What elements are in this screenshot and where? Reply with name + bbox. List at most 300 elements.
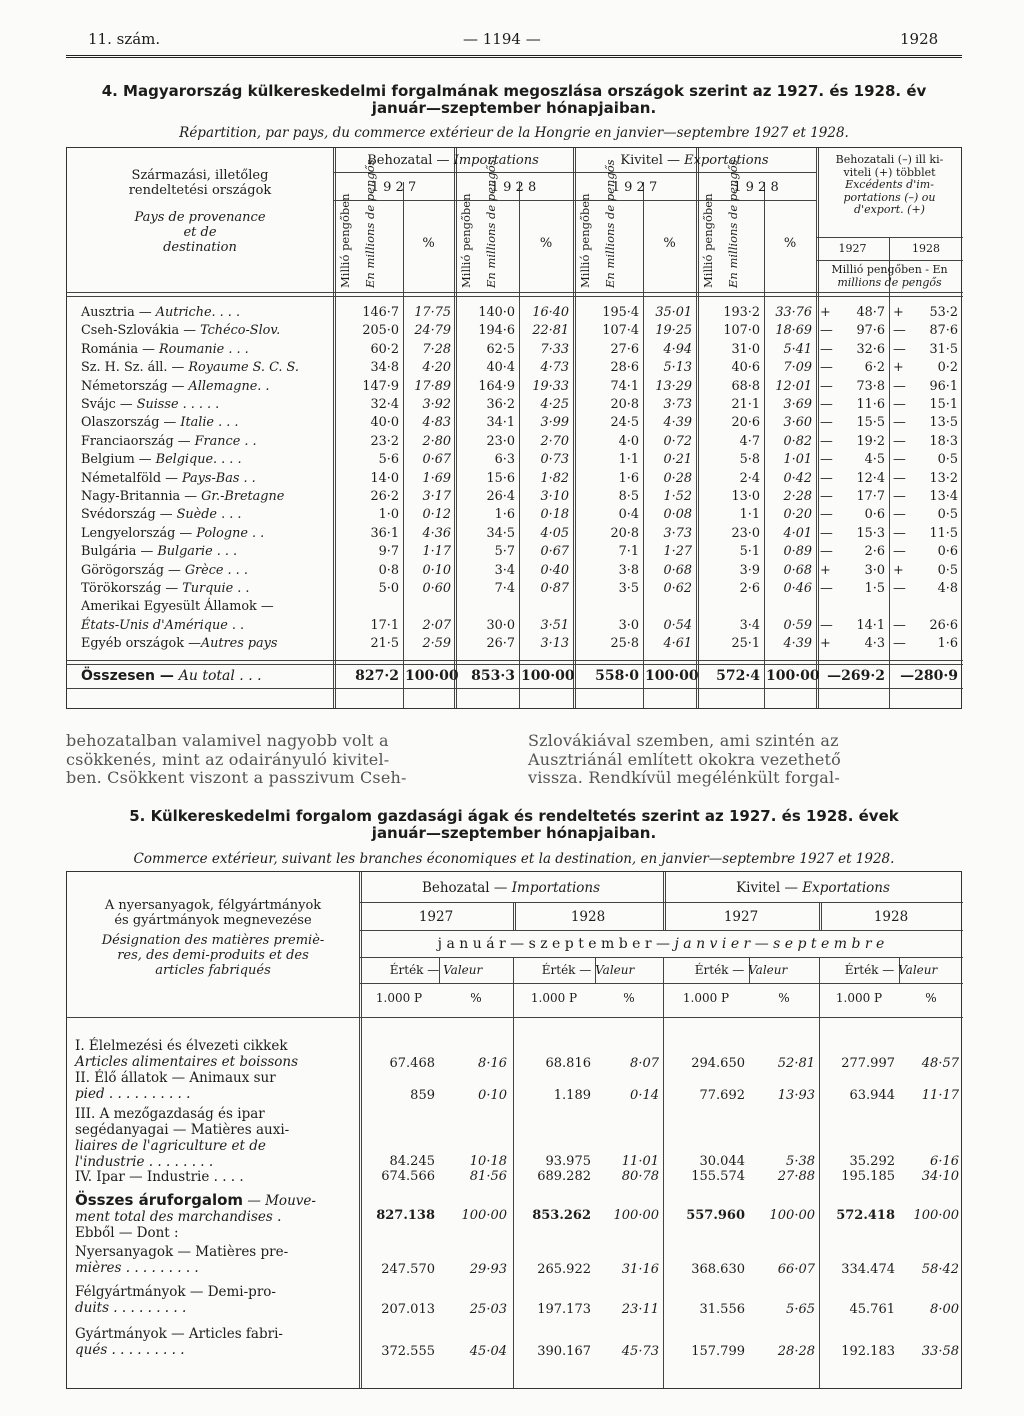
- cell-ip27: 4·20: [422, 360, 451, 376]
- exports-header: Kivitel — Exportations: [620, 153, 769, 168]
- cell-ip28: 1·82: [540, 470, 569, 486]
- cell-e27: 195·4: [602, 305, 639, 320]
- t5-cell-p3: 5·38: [786, 1154, 815, 1169]
- table4-row: [67, 563, 963, 579]
- cell-i28: 26·7: [486, 636, 515, 652]
- country-label: Sz. H. Sz. áll. — Royaume S. C. S.: [81, 360, 299, 376]
- t5-cell-v3: 31.556: [699, 1302, 745, 1317]
- country-label: Bulgária — Bulgarie . . .: [81, 544, 238, 560]
- page-header: [88, 30, 948, 50]
- t5-cell-v1: 372.555: [381, 1344, 435, 1359]
- t5-semi-products-label: Félgyártmányok — Demi-pro- duits . . . . . . . . .: [75, 1284, 276, 1316]
- imports-header: Behozatal — Importations: [367, 153, 539, 168]
- page-number: — 1194 —: [463, 30, 541, 48]
- t5-exp-1927: 1927: [723, 909, 759, 925]
- cell-ep27: 35·01: [655, 305, 692, 320]
- cell-ip27: 4·36: [422, 525, 451, 541]
- cell-ep27: 4·61: [663, 636, 692, 652]
- cell-i27: 40·0: [370, 415, 399, 431]
- million-label-fr: En millions de pengős: [603, 159, 617, 288]
- cell-ip28: 2·70: [540, 433, 569, 449]
- t5-unit: 1.000 P: [530, 991, 578, 1005]
- t5-cell-v1: 674.566: [381, 1169, 435, 1184]
- cell-b28: 0·6: [937, 544, 958, 560]
- cell-b27: 48·7: [856, 305, 885, 320]
- cell-ip27: 2·80: [422, 433, 451, 449]
- balance-sign: —: [820, 470, 833, 486]
- cell-i28: 5·7: [494, 544, 515, 560]
- table5-title: 5. Külkereskedelmi forgalom gazdasági ágak és rendeltetés szerint az 1927. és 1928. évek január—szeptember hónapjaiban.: [129, 807, 899, 842]
- cell-ep27: 4·94: [663, 341, 692, 357]
- cell-ip27: 3·92: [422, 397, 451, 412]
- pct-label: %: [783, 236, 797, 251]
- cell-b27: 12·4: [856, 470, 885, 486]
- table4-row: [67, 618, 963, 634]
- body-text-left: behozatalban valamivel nagyobb volt a csökkenés, mint az odairányuló kivitel- ben. Csökkent viszont a passzivum Cseh-: [66, 731, 407, 787]
- balance-sign: —: [893, 507, 906, 523]
- t5-cell-p3: 27·88: [777, 1169, 815, 1184]
- balance-sign: —: [820, 507, 833, 523]
- table5-subtitle: Commerce extérieur, suivant les branches économiques et la destination, en janvier—septembre 1927 et 1928.: [133, 851, 895, 867]
- table4-row: [67, 581, 963, 597]
- cell-e27: 3·8: [618, 562, 639, 578]
- country-label: Svédország — Suède . . .: [81, 507, 242, 523]
- t5-cell-v3: 30.044: [699, 1154, 745, 1169]
- balance-sign: +: [820, 562, 831, 578]
- country-label: Lengyelország — Pologne . .: [81, 525, 265, 541]
- cell-ip27: 2·59: [422, 636, 451, 652]
- t5-exp-1928: 1928: [873, 909, 909, 925]
- cell-i28: 6·3: [494, 452, 515, 468]
- cell-ep28: 0·20: [783, 507, 812, 523]
- cell-i27: 5·6: [378, 452, 399, 468]
- country-label: Svájc — Suisse . . . . .: [81, 397, 220, 412]
- t5-cell-v2: 1.189: [553, 1088, 591, 1103]
- cell-e27: 1·1: [618, 452, 639, 468]
- t5-unit: 1.000 P: [375, 991, 423, 1005]
- cell-ep27: 1·52: [663, 489, 692, 504]
- table4-row: [67, 379, 963, 395]
- balance-sign: —: [820, 341, 833, 357]
- cell-ip28: 4·05: [540, 525, 569, 541]
- cell-i28: 3·4: [494, 562, 515, 578]
- cell-b27: 11·6: [856, 397, 885, 412]
- page-year: 1928: [900, 30, 939, 48]
- balance-sign: +: [893, 562, 904, 578]
- cell-i28: 7·4: [494, 581, 515, 596]
- t5-cell-p2: 0·14: [630, 1088, 659, 1103]
- t5-value-label: Érték — Valeur: [844, 963, 938, 977]
- cell-b27: 14·1: [856, 617, 885, 633]
- t5-cell-p1: 100·00: [461, 1208, 507, 1223]
- t5-cell-p3: 5·65: [786, 1302, 815, 1317]
- t5-cell-p4: 48·57: [921, 1056, 959, 1071]
- cell-b27: 32·6: [856, 341, 885, 357]
- cell-ep27: 13·29: [655, 378, 692, 394]
- cell-ep27: 4·39: [663, 415, 692, 431]
- country-label: Amerikai Egyesült Államok —: [81, 599, 274, 615]
- cell-ip28: 19·33: [532, 378, 569, 394]
- t5-cell-v2: 197.173: [537, 1302, 591, 1317]
- t5-cell-p3: 100·00: [769, 1208, 815, 1223]
- balance-sign: —: [820, 415, 833, 431]
- cell-b27: 19·2: [856, 433, 885, 449]
- exp-1928-header: 1 9 2 8: [733, 180, 779, 195]
- t5-total-label: Összes áruforgalom — Mouve- ment total des marchandises . Ebből — Dont :: [75, 1191, 316, 1241]
- cell-e27: 20·8: [610, 525, 639, 541]
- cell-ip28: 0·67: [540, 544, 569, 560]
- cell-e28: 25·1: [731, 636, 760, 652]
- balance-sign: —: [893, 341, 906, 357]
- cell-ep27: 0·72: [663, 433, 692, 449]
- table4-row: [67, 471, 963, 487]
- table4-row: [67, 434, 963, 450]
- t5-cell-p4: 34·10: [921, 1169, 959, 1184]
- t5-cell-p3: 28·28: [777, 1344, 815, 1359]
- t5-cell-v1: 67.468: [389, 1056, 435, 1071]
- table4-row: [67, 452, 963, 468]
- bal-1928-header: 1928: [912, 242, 940, 255]
- issue-number: 11. szám.: [88, 30, 161, 48]
- cell-e28: 13·0: [731, 489, 760, 504]
- cell-b27: 2·6: [864, 544, 885, 560]
- cell-ip28: 0·87: [540, 581, 569, 596]
- cell-ep27: 19·25: [655, 323, 692, 339]
- cell-ip27: 1·69: [422, 470, 451, 486]
- t5-unit: 1.000 P: [682, 991, 730, 1005]
- table4-row: [67, 397, 963, 413]
- cell-e27: 107·4: [602, 323, 639, 339]
- cell-e27: 24·5: [610, 415, 639, 431]
- table5: [66, 871, 962, 1389]
- cell-ip28: 0·18: [540, 507, 569, 523]
- cell-e28: 31·0: [731, 341, 760, 357]
- balance-sign: —: [820, 397, 833, 412]
- cell-ep28: 5·41: [783, 341, 812, 357]
- cell-ip27: 0·67: [422, 452, 451, 468]
- imp-1928-header: 1 9 2 8: [490, 180, 537, 195]
- imp-1927-header: 1 9 2 7: [370, 180, 417, 195]
- cell-ip27: 1·17: [422, 544, 451, 560]
- cell-ep28: 0·68: [783, 562, 812, 578]
- cell-b28: 4·8: [937, 581, 958, 596]
- cell-b28: 96·1: [929, 378, 958, 394]
- t5-cell-v3: 557.960: [686, 1208, 745, 1223]
- cell-i28: 30·0: [486, 617, 515, 633]
- balance-sign: —: [820, 360, 833, 376]
- cell-ep28: 0·89: [783, 544, 812, 560]
- cell-i27: 0·8: [378, 562, 399, 578]
- cell-b27: 1·5: [864, 581, 885, 596]
- cell-e27: 74·1: [610, 378, 639, 394]
- balance-sign: —: [820, 617, 833, 633]
- t5-cell-p1: 45·04: [469, 1344, 507, 1359]
- t5-cell-p2: 80·78: [621, 1169, 659, 1184]
- table4-subtitle: Répartition, par pays, du commerce extérieur de la Hongrie en janvier—septembre 1927 et 1928.: [179, 125, 849, 141]
- pct-label: %: [422, 236, 435, 251]
- balance-sign: —: [893, 544, 906, 560]
- table4-row: [67, 360, 963, 376]
- table4-row: [67, 489, 963, 505]
- cell-b28: 0·5: [937, 507, 958, 523]
- pct-label: %: [539, 236, 553, 251]
- cell-ip28: 7·33: [540, 341, 569, 357]
- t5-cell-v3: 77.692: [699, 1088, 745, 1103]
- t5-cell-p1: 10·18: [469, 1154, 507, 1169]
- million-label: Millió pengőben: [459, 193, 473, 288]
- balance-sign: —: [820, 452, 833, 468]
- t5-value-label: Érték — Valeur: [694, 963, 788, 977]
- country-label: Cseh-Szlovákia — Tchéco-Slov.: [81, 323, 281, 339]
- cell-i27: 14·0: [370, 470, 399, 486]
- t5-cell-p3: 13·93: [777, 1088, 815, 1103]
- cell-ip28: 3·51: [540, 617, 569, 633]
- million-label-fr: En millions de pengős: [484, 159, 498, 288]
- t5-cell-p2: 100·00: [613, 1208, 659, 1223]
- t5-cell-v4: 63.944: [849, 1088, 895, 1103]
- cell-ip27: 17·89: [414, 378, 451, 394]
- cell-ep28: 2·28: [783, 489, 812, 504]
- designation-header: A nyersanyagok, félgyártmányok és gyártmányok megnevezése Désignation des matières premiè- res, des demi-produits et des articles fabriqués: [101, 898, 325, 978]
- country-label: Belgium — Belgique. . . .: [81, 452, 242, 468]
- cell-ip28: 0·73: [540, 452, 569, 468]
- t5-cell-v3: 368.630: [691, 1262, 745, 1277]
- t5-cell-v4: 35.292: [849, 1154, 895, 1169]
- balance-sign: —: [820, 378, 833, 394]
- origin-header: Származási, illetőleg rendeltetési országok Pays de provenance et de destination: [128, 168, 272, 255]
- t5-cell-p2: 8·07: [630, 1056, 659, 1071]
- table4-row: [67, 636, 963, 652]
- cell-i28: 40·4: [486, 360, 515, 376]
- cell-e27: 25·8: [610, 636, 639, 652]
- cell-e27: 1·6: [618, 470, 639, 486]
- cell-e28: 193·2: [723, 305, 760, 320]
- cell-e28: 4·7: [739, 433, 760, 449]
- country-label: États-Unis d'Amérique . .: [81, 617, 245, 633]
- cell-ip27: 24·79: [414, 323, 451, 339]
- cell-e27: 4·0: [618, 433, 639, 449]
- cell-e27: 3·0: [618, 617, 639, 633]
- cell-ip27: 17·75: [414, 305, 451, 320]
- cell-e28: 20·6: [731, 415, 760, 431]
- cell-ip27: 4·83: [422, 415, 451, 431]
- t5-cell-p4: 11·17: [921, 1088, 959, 1103]
- cell-b28: 18·3: [929, 433, 958, 449]
- balance-sign: —: [893, 452, 906, 468]
- t5-cell-p2: 23·11: [621, 1302, 659, 1317]
- balance-sign: —: [820, 525, 833, 541]
- cell-ip28: 4·73: [540, 360, 569, 376]
- country-label: Franciaország — France . .: [81, 433, 257, 449]
- t5-cell-v4: 45.761: [849, 1302, 895, 1317]
- cell-ip27: 7·28: [422, 341, 451, 357]
- cell-b27: 4·3: [864, 636, 885, 652]
- cell-ip27: 0·10: [422, 562, 451, 578]
- t5-cell-p4: 58·42: [921, 1262, 959, 1277]
- cell-b27: 15·5: [856, 415, 885, 431]
- cell-ep28: 33·76: [775, 305, 812, 320]
- cell-ep27: 1·27: [663, 544, 692, 560]
- balance-sign: +: [820, 305, 831, 320]
- cell-ip27: 2·07: [422, 617, 451, 633]
- t5-cell-v2: 853.262: [532, 1208, 591, 1223]
- cell-ep28: 3·60: [783, 415, 812, 431]
- cell-b28: 87·6: [929, 323, 958, 339]
- t5-cell-v1: 84.245: [389, 1154, 435, 1169]
- balance-sign: —: [893, 581, 906, 596]
- t5-row-industry-label: IV. Ipar — Industrie . . . .: [75, 1169, 244, 1185]
- cell-ep28: 1·01: [783, 452, 812, 468]
- pct-label: %: [663, 236, 676, 251]
- cell-e27: 0·4: [618, 507, 639, 523]
- table4-total-row: Összesen — Au total . . . 827·2 100·00 853·3 100·00 558·0 100·00 572·4 100·00 —269·2 —280·9: [81, 668, 958, 684]
- cell-ip27: 3·17: [422, 489, 451, 504]
- cell-ip28: 22·81: [532, 323, 569, 339]
- balance-sign: —: [893, 636, 906, 652]
- cell-e28: 68·8: [731, 378, 760, 394]
- cell-e28: 40·6: [731, 360, 760, 376]
- million-label: Millió pengőben: [578, 193, 592, 288]
- cell-b28: 13·2: [929, 470, 958, 486]
- cell-ep27: 0·54: [663, 617, 692, 633]
- cell-i28: 34·1: [486, 415, 515, 431]
- table4-row: [67, 526, 963, 542]
- balance-sign: —: [820, 323, 833, 339]
- cell-ep27: 0·08: [663, 507, 692, 523]
- table4-row: [67, 305, 963, 321]
- cell-ip28: 16·40: [532, 305, 569, 320]
- cell-i27: 36·1: [370, 525, 399, 541]
- t5-cell-p1: 25·03: [469, 1302, 507, 1317]
- bal-1927-header: 1927: [838, 242, 867, 255]
- cell-e27: 27·6: [610, 341, 639, 357]
- balance-unit: Millió pengőben - En millions de pengős: [831, 263, 948, 289]
- cell-ep28: 0·82: [783, 433, 812, 449]
- cell-i27: 21·5: [370, 636, 399, 652]
- t5-cell-p4: 100·00: [913, 1208, 959, 1223]
- t5-imp-1927: 1927: [418, 909, 454, 925]
- t5-row-food-label: I. Élelmezési és élvezeti cikkek Articles alimentaires et boissons: [75, 1038, 299, 1070]
- balance-sign: —: [893, 323, 906, 339]
- cell-ip28: 3·13: [540, 636, 569, 652]
- cell-i28: 1·6: [494, 507, 515, 523]
- cell-i28: 23·0: [486, 433, 515, 449]
- cell-b27: 3·0: [864, 562, 885, 578]
- t5-cell-p3: 66·07: [777, 1262, 815, 1277]
- cell-ep27: 3·73: [663, 525, 692, 541]
- million-label-fr: En millions de pengős: [363, 159, 377, 288]
- t5-cell-v1: 207.013: [381, 1302, 435, 1317]
- cell-ep28: 12·01: [775, 378, 812, 394]
- cell-ip28: 0·40: [540, 562, 569, 578]
- t5-cell-p1: 8·16: [478, 1056, 507, 1071]
- cell-ip27: 0·60: [422, 581, 451, 596]
- t5-cell-v1: 247.570: [381, 1262, 435, 1277]
- t5-cell-v1: 859: [410, 1088, 435, 1103]
- cell-e28: 21·1: [731, 397, 760, 412]
- cell-i27: 9·7: [378, 544, 399, 560]
- cell-i28: 62·5: [486, 341, 515, 357]
- cell-b27: 73·8: [856, 378, 885, 394]
- cell-e28: 23·0: [731, 525, 760, 541]
- t5-cell-p2: 45·73: [621, 1344, 659, 1359]
- cell-ep27: 0·28: [663, 470, 692, 486]
- balance-sign: —: [893, 617, 906, 633]
- t5-imports-header: Behozatal — Importations: [421, 880, 601, 896]
- cell-i27: 147·9: [362, 378, 399, 394]
- t5-cell-v3: 155.574: [691, 1169, 745, 1184]
- t5-finished-goods-label: Gyártmányok — Articles fabri- qués . . . . . . . . .: [75, 1326, 283, 1358]
- cell-i27: 5·0: [378, 581, 399, 596]
- country-label: Görögország — Grèce . . .: [81, 562, 248, 578]
- cell-ip27: 0·12: [422, 507, 451, 523]
- country-label: Ausztria — Autriche. . . .: [81, 305, 241, 320]
- cell-e27: 8·5: [618, 489, 639, 504]
- balance-sign: —: [893, 525, 906, 541]
- cell-b27: 17·7: [856, 489, 885, 504]
- balance-sign: —: [820, 544, 833, 560]
- t5-cell-v3: 294.650: [691, 1056, 745, 1071]
- cell-ep27: 0·68: [663, 562, 692, 578]
- balance-sign: —: [893, 489, 906, 504]
- t5-cell-v4: 277.997: [841, 1056, 895, 1071]
- million-label: Millió pengőben: [338, 193, 352, 288]
- balance-sign: +: [820, 636, 831, 652]
- t5-cell-p4: 8·00: [930, 1302, 959, 1317]
- balance-sign: +: [893, 305, 904, 320]
- cell-ep28: 4·39: [783, 636, 812, 652]
- t5-imp-1928: 1928: [570, 909, 606, 925]
- country-label: Németország — Allemagne. .: [81, 378, 270, 394]
- cell-e28: 2·4: [739, 470, 760, 486]
- t5-cell-v4: 334.474: [841, 1262, 895, 1277]
- balance-header: Behozatali (–) ill ki- viteli (+) többlet Excédents d'im- portations (–) ou d'export. (+): [835, 153, 944, 216]
- country-label: Németalföld — Pays-Bas . .: [81, 470, 256, 486]
- cell-e27: 20·8: [610, 397, 639, 412]
- cell-e27: 7·1: [618, 544, 639, 560]
- cell-ep27: 3·73: [663, 397, 692, 412]
- cell-b27: 0·6: [864, 507, 885, 523]
- table4-row: [67, 323, 963, 339]
- cell-i27: 23·2: [370, 433, 399, 449]
- cell-i28: 36·2: [486, 397, 515, 412]
- t5-unit: 1.000 P: [835, 991, 883, 1005]
- cell-i28: 26·4: [486, 489, 515, 504]
- t5-cell-v3: 157.799: [691, 1344, 745, 1359]
- cell-i27: 205·0: [362, 323, 399, 339]
- body-text-right: Szlovákiával szemben, ami szintén az Ausztriánál említett okokra vezethető vissza. Rendkívül megélénkült forgal-: [528, 731, 842, 787]
- cell-ep27: 5·13: [663, 360, 692, 376]
- cell-b27: 97·6: [856, 323, 885, 339]
- cell-ip28: 4·25: [540, 397, 569, 412]
- t5-exports-header: Kivitel — Exportations: [736, 880, 890, 896]
- cell-i28: 34·5: [486, 525, 515, 541]
- cell-e28: 107·0: [723, 323, 760, 339]
- country-label: Egyéb országok —Autres pays: [81, 636, 278, 652]
- cell-i27: 1·0: [378, 507, 399, 523]
- t5-cell-p2: 31·16: [621, 1262, 659, 1277]
- cell-e27: 3·5: [618, 581, 639, 596]
- table4-row: [67, 507, 963, 523]
- cell-ep28: 0·59: [783, 617, 812, 633]
- table4-row: [67, 415, 963, 431]
- cell-b28: 11·5: [929, 525, 958, 541]
- t5-pct: %: [925, 991, 937, 1005]
- country-label: Románia — Roumanie . . .: [81, 341, 249, 357]
- t5-cell-p1: 0·10: [478, 1088, 507, 1103]
- table4-row: [67, 544, 963, 560]
- cell-b28: 53·2: [929, 305, 958, 320]
